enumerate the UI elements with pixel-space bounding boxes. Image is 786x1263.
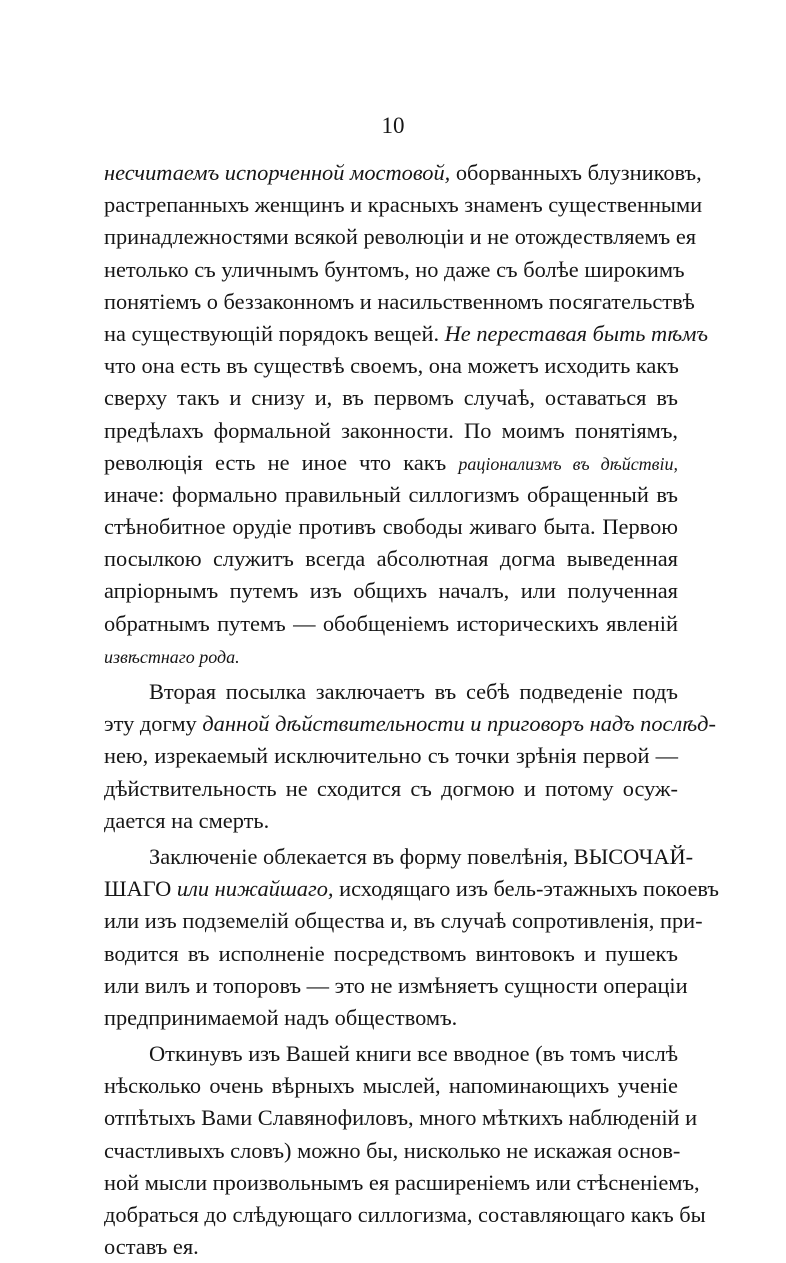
italic-text: несчитаемъ испорченной мостовой, [104, 160, 451, 185]
text-run: апріорнымъ путемъ изъ общихъ началъ, или полученная [104, 578, 678, 604]
text-run: эту догму [104, 711, 203, 737]
text-run: обратнымъ путемъ — обобщеніемъ историческихъ явленій [104, 610, 678, 636]
text-line [104, 254, 685, 286]
text-run: дается на смерть. [104, 807, 270, 833]
text-run: водится въ исполненіе посредствомъ винтовокъ и пушекъ [104, 940, 678, 966]
text-run: дѣйствительность не сходится съ догмою и потому осуж- [104, 775, 678, 801]
text-line [104, 970, 688, 1002]
paragraph [104, 676, 716, 837]
text-run: ШАГО [104, 876, 177, 902]
paragraph [104, 1038, 706, 1263]
text-run: нетолько съ уличнымъ бунтомъ, но даже съ болѣе широкимъ [104, 256, 685, 282]
text-line [104, 447, 678, 479]
text-run: растрепанныхъ женщинъ и красныхъ знаменъ существенными [104, 192, 703, 218]
text-line [104, 318, 709, 350]
body-text [104, 157, 719, 1263]
text-run: на существующій порядокъ вещей. [104, 320, 445, 346]
text-run: предѣлахъ формальной законности. По моимъ понятіямъ, [104, 417, 678, 443]
page-number: 10 [381, 113, 405, 138]
text-line [104, 608, 678, 640]
text-line [104, 873, 719, 905]
text-line [104, 415, 678, 447]
text-run: стѣнобитное орудіе противъ свободы живаго быта. Первою [104, 514, 678, 540]
text-run: нею, изрекаемый исключительно съ точки зрѣнія первой — [104, 743, 678, 769]
text-line [104, 286, 695, 318]
text-line [104, 479, 678, 511]
text-run: ной мысли произвольнымъ ея расширеніемъ или стѣсненіемъ, [104, 1169, 700, 1195]
text-run: оборванныхъ блузниковъ, [450, 160, 702, 185]
text-run: счастливыхъ словъ) можно бы, нисколько не искажая основ- [104, 1137, 681, 1163]
italic-text: Не переставая быть тѣмъ [444, 320, 709, 346]
italic-text: или нижайшаго, [176, 876, 334, 902]
text-line [104, 189, 703, 221]
paragraph [104, 841, 719, 1034]
text-run: Вторая посылка заключаетъ въ себѣ подведеніе подъ [149, 679, 678, 704]
text-line [104, 350, 678, 382]
text-run: сверху такъ и снизу и, въ первомъ случаѣ, оставаться въ [104, 385, 678, 411]
text-run: оставъ ея. [104, 1234, 199, 1260]
text-line [104, 1199, 706, 1231]
text-line [104, 708, 716, 740]
italic-text: извѣстнаго рода. [104, 646, 240, 667]
text-run: добраться до слѣдующаго силлогизма, составляющаго какъ бы [104, 1202, 706, 1227]
text-line [104, 543, 678, 575]
text-line [104, 1102, 698, 1134]
text-line [104, 938, 678, 970]
text-line [104, 773, 678, 805]
text-run: иначе: формально правильный силлогизмъ обращенный въ [104, 481, 678, 507]
text-line [104, 1002, 678, 1034]
text-line [104, 805, 678, 837]
text-line [104, 740, 678, 772]
text-line [104, 1038, 678, 1070]
text-run: посылкою служитъ всегда абсолютная догма выведенная [104, 546, 678, 572]
text-line [104, 575, 678, 607]
text-run: понятіемъ о беззаконномъ и насильственномъ посягательствѣ [104, 288, 695, 314]
text-line [104, 676, 678, 708]
text-run: нѣсколько очень вѣрныхъ мыслей, напоминающихъ ученіе [104, 1073, 678, 1099]
italic-text: раціонализмъ въ дѣйствіи, [458, 453, 678, 474]
text-line [104, 157, 702, 189]
text-run: принадлежностями всякой революціи и не отождествляемъ ея [104, 224, 697, 250]
text-line [104, 511, 678, 543]
text-line [104, 1070, 678, 1102]
text-line [104, 221, 697, 253]
text-line [104, 1231, 678, 1263]
text-run: предпринимаемой надъ обществомъ. [104, 1004, 458, 1030]
text-run: революція есть не иное что какъ [104, 449, 459, 475]
text-run: или изъ подземелій общества и, въ случаѣ сопротивленія, при- [104, 908, 703, 934]
paragraph [104, 157, 709, 672]
text-run: исходящаго изъ бель-этажныхъ покоевъ [333, 876, 719, 902]
italic-text: данной дѣйствительности и приговоръ надъ послѣд- [202, 711, 716, 737]
text-run: что она есть въ существѣ своемъ, она можетъ исходить какъ [104, 353, 679, 379]
text-run: Откинувъ изъ Вашей книги все вводное (въ томъ числѣ [149, 1041, 678, 1067]
text-run: отпѣтыхъ Вами Славянофиловъ, много мѣткихъ наблюденій и [104, 1105, 698, 1131]
text-run: Заключеніе облекается въ форму повелѣнія, ВЫСОЧАЙ- [149, 843, 694, 869]
text-line [104, 382, 678, 414]
text-run: или вилъ и топоровъ — это не измѣняетъ сущности операціи [104, 972, 688, 998]
text-line [104, 1135, 681, 1167]
text-line [104, 640, 678, 672]
text-line [104, 841, 694, 873]
text-line [104, 1167, 700, 1199]
text-line [104, 905, 703, 937]
